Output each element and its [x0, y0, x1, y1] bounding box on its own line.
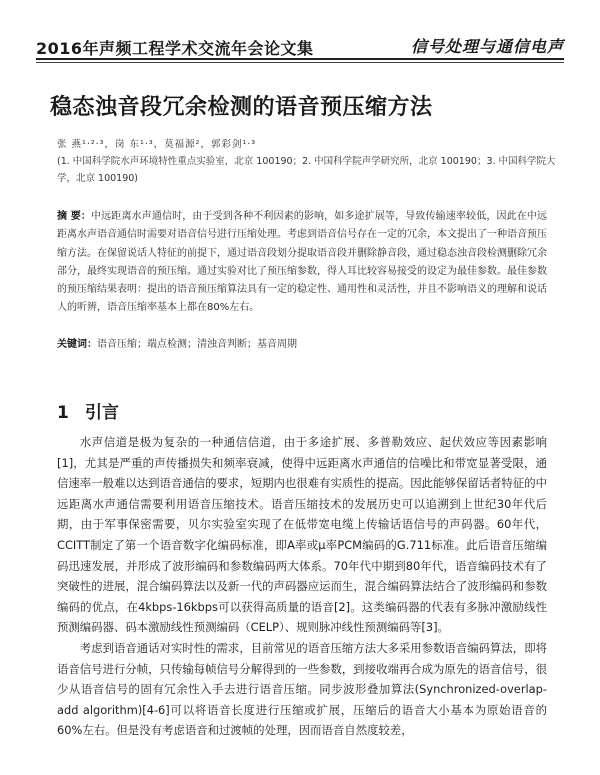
- body-paragraph: 水声信道是极为复杂的一种通信信道，由于多途扩展、多普勒效应、起伏效应等因素影响[1]，尤其是严重的声传播损失和频率衰减，使得中远距离水声通信的信噪比和带宽显著受限，通信速率一般难以达到语音通信的要求，短期内也很难有实质性的提高。因此能够保留话者特征的中远距离水声通信需要利用语音压缩技术。语音压缩技术的发展历史可以追溯到上世纪30年代后期，由于军事保密需要，贝尔实验室实现了在低带宽电缆上传输话语信号的声码器。60年代，CCITT制定了第一个语音数字化编码标准，即A率或μ率PCM编码的G.711标准。此后语音压缩编码迅速发展，并形成了波形编码和参数编码两大体系。70年代中期到80年代，语音编码技术有了突破性的进展，混合编码算法以及新一代的声码器应运而生，混合编码算法结合了波形编码和参数编码的优点，在4kbps-16kbps可以获得高质量的语音[2]。这类编码器的代表有多脉冲激励线性预测编码器、码本激励线性预测编码（CELP）、规则脉冲线性预测编码等[3]。: [57, 435, 547, 635]
- section-heading: [57, 398, 119, 423]
- keywords-label: 关键词：: [57, 339, 97, 350]
- abstract: [57, 208, 547, 318]
- header-rule-thick: [36, 58, 564, 60]
- keywords-text: 语音压缩；端点检测；清浊音判断；基音周期: [97, 339, 297, 350]
- running-header: [36, 30, 564, 60]
- header-rule-thin: [36, 62, 564, 63]
- keywords: [57, 335, 547, 350]
- abstract-label: 摘 要：: [57, 211, 92, 222]
- section-number: 1: [57, 403, 69, 423]
- section-title: 引言: [85, 403, 119, 423]
- abstract-text: 中远距离水声通信时，由于受到各种不利因素的影响，如多途扩展等，导致传输速率较低，因此在中远距离水声语音通信时需要对语音信号进行压缩处理。考虑到语音信号存在一定的冗余，本文提出了一种语音预压缩方法。在保留说话人特征的前提下，通过语音段划分提取语音段并删除静音段，通过稳态浊音段检测删除冗余部分，最终实现语音的预压缩。通过实验对比了预压缩参数，得人耳比较容易接受的设定为最佳参数。最佳参数的预压缩结果表明：提出的语音预压缩算法具有一定的稳定性、通用性和灵活性，并且不影响语义的理解和说话人的听辨，语音压缩率基本上都在80%左右。: [57, 211, 548, 314]
- paper-title: 稳态浊音段冗余检测的语音预压缩方法: [50, 95, 433, 120]
- body-paragraph: 考虑到语音通话对实时性的需求，目前常见的语音压缩方法大多采用参数语音编码算法，即将语音信号进行分帧，只传输每帧信号分解得到的一些参数，到接收端再合成为原先的语音信号，很少从语音信号的固有冗余性入手去进行语音压缩。同步波形叠加算法(Synchronized-overlap-add algorithm)[4-6]可以将语音长度进行压缩或扩展，压缩后的语音大小基本为原始语音的60%左右。但是没有考虑语音和过渡帧的处理，因而语音自然度较差，: [57, 641, 547, 738]
- section-name: 信号处理与通信电声: [410, 37, 564, 56]
- author-list: 张 燕¹·²·³，岗 东¹·³，莫福源²，郭彩剑¹·³: [57, 139, 257, 150]
- journal-title: 2016年声频工程学术交流年会论文集: [36, 39, 314, 58]
- affiliations: (1. 中国科学院水声环境特性重点实验室，北京 100190；2. 中国科学院声学研究所，北京 100190；3. 中国科学院大学，北京 100190): [57, 156, 556, 184]
